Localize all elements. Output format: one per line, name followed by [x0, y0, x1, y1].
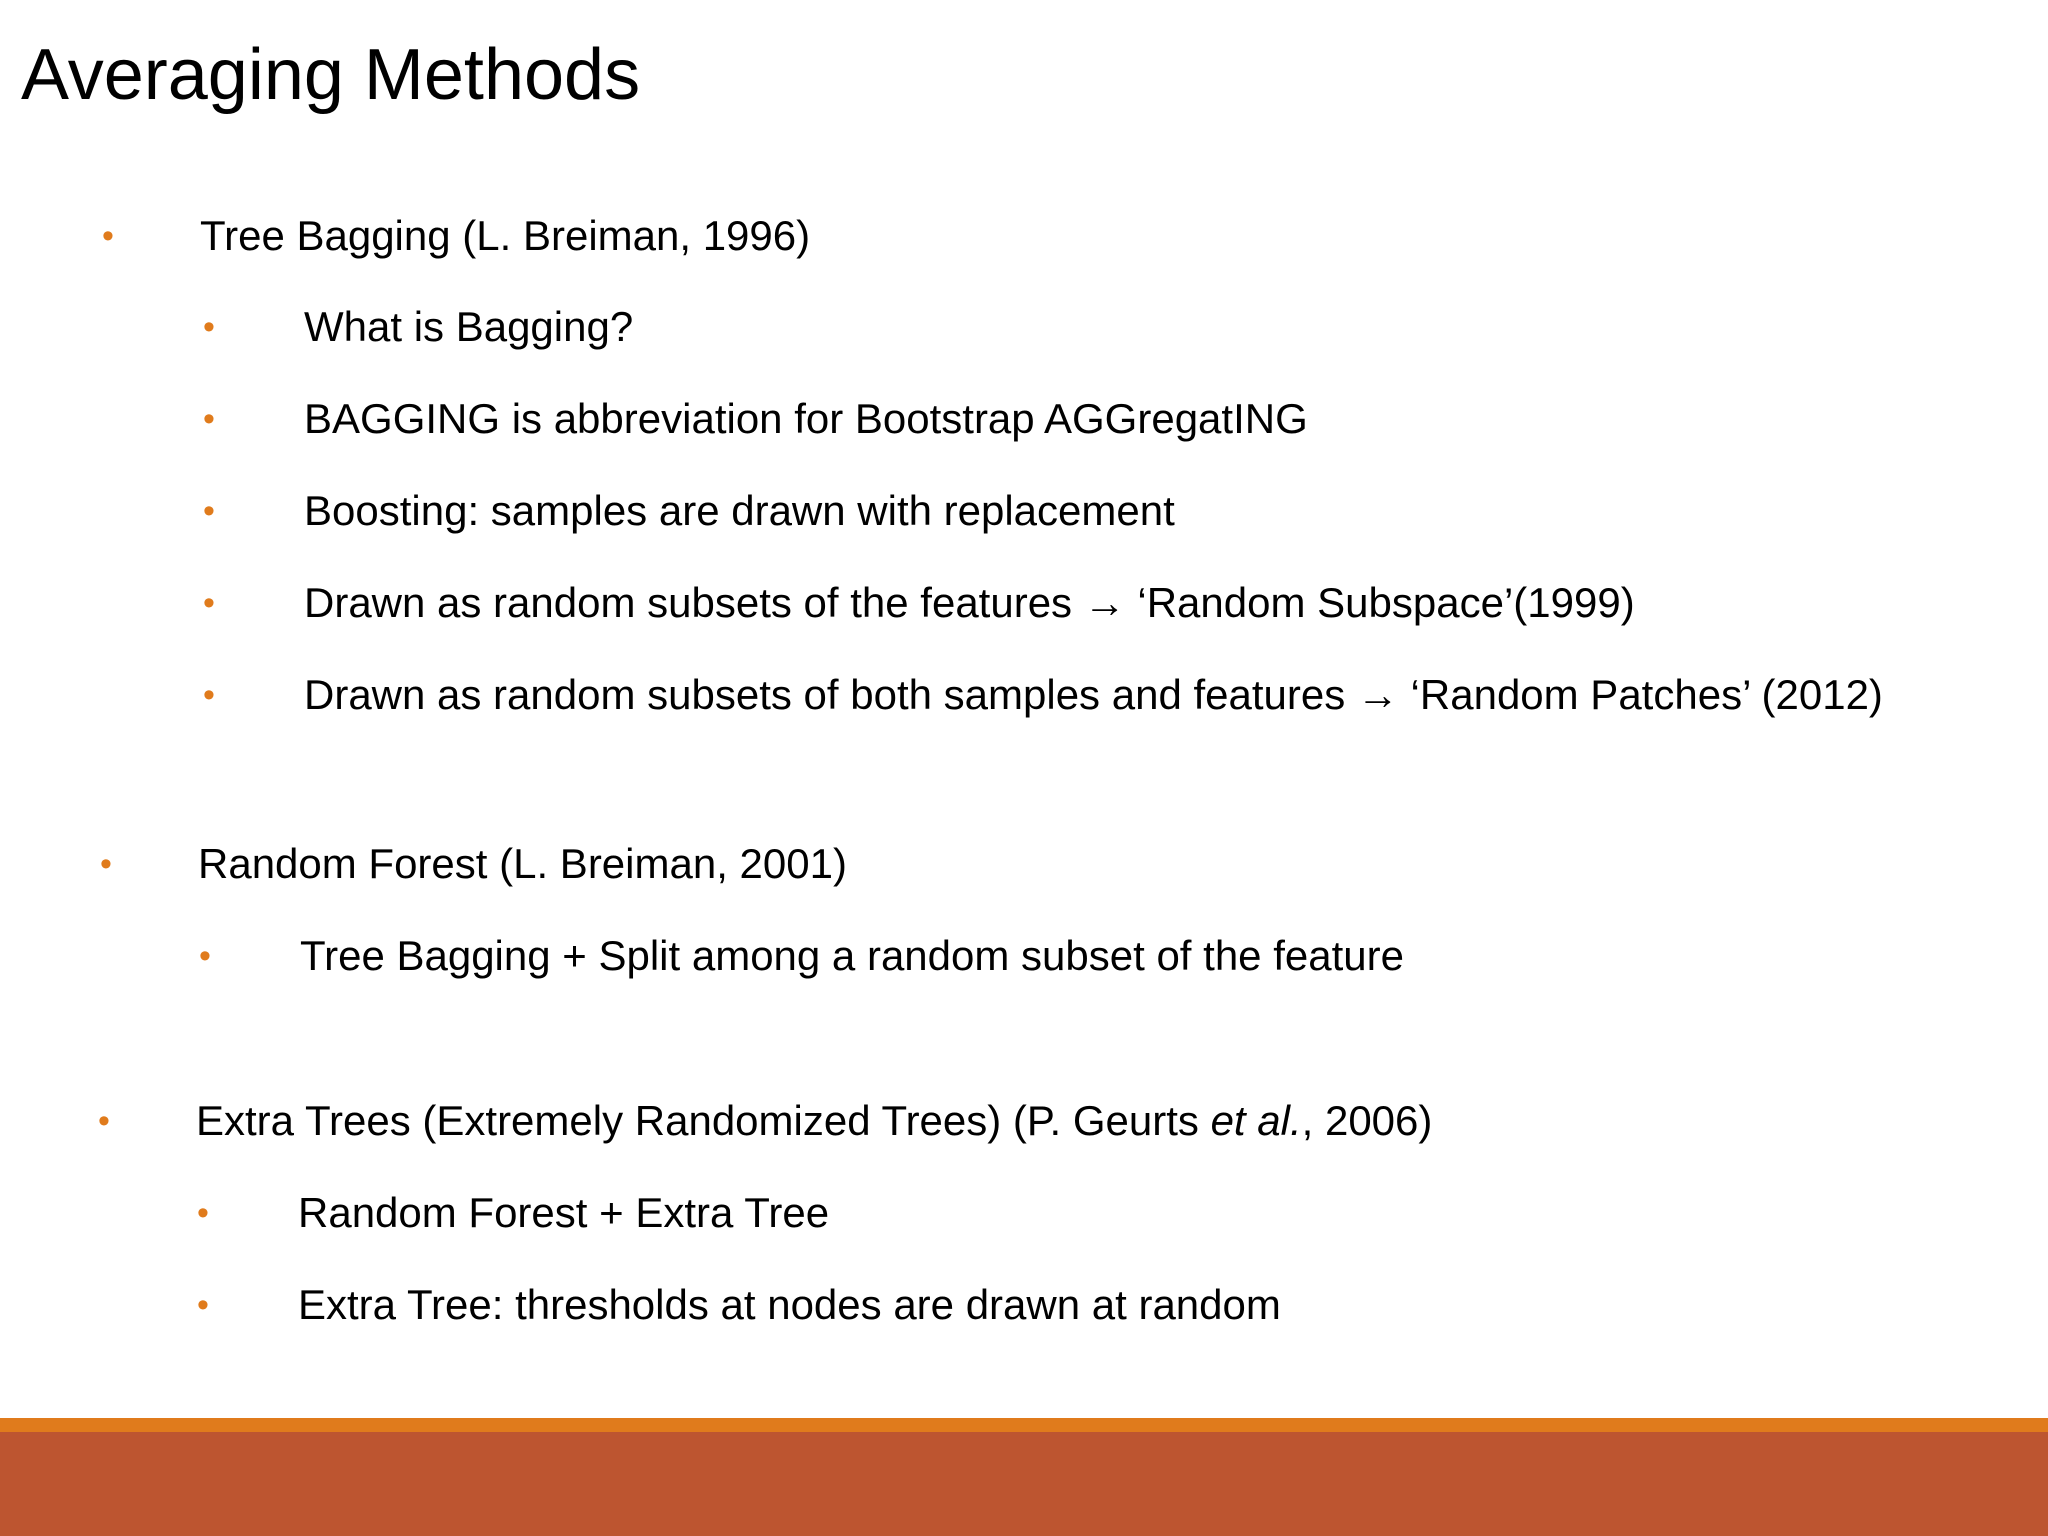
bullet-random-subspace [203, 575, 1635, 631]
bullet-dot: • [197, 1194, 209, 1232]
bullet-text [196, 1097, 1432, 1144]
bullet-text: Random Forest + Extra Tree [298, 1189, 830, 1236]
bullet-rf-plus-extra-tree [197, 1185, 830, 1241]
bullet-text: What is Bagging? [304, 303, 634, 350]
bullet-dot: • [203, 492, 215, 530]
bullet-random-patches [203, 667, 1883, 723]
bullet-extra-tree-thresholds [197, 1277, 1281, 1333]
bullet-dot: • [203, 400, 215, 438]
bullet-boosting [203, 483, 1175, 539]
bullet-dot: • [197, 1286, 209, 1324]
bullet-dot: • [102, 217, 114, 255]
slide-title: Averaging Methods [21, 35, 641, 115]
bullet-text: Random Forest (L. Breiman, 2001) [198, 840, 847, 887]
footer-accent-line [0, 1418, 2048, 1432]
bullet-dot: • [203, 676, 215, 714]
bullet-text: Tree Bagging (L. Breiman, 1996) [200, 212, 811, 259]
bullet-text-part: Extra Trees (Extremely Randomized Trees) (P. Geurts [196, 1097, 1211, 1144]
bullet-dot: • [98, 1102, 110, 1140]
bullet-random-forest-split [199, 928, 1404, 984]
bullet-text: Extra Tree: thresholds at nodes are drawn at random [298, 1281, 1281, 1328]
bullet-dot: • [203, 308, 215, 346]
bullet-text: Tree Bagging + Split among a random subset of the feature [300, 932, 1404, 979]
bullet-dot: • [203, 584, 215, 622]
bullet-text-part: , 2006) [1301, 1097, 1433, 1144]
bullet-dot: • [100, 845, 112, 883]
bullet-tree-bagging [102, 208, 811, 264]
bullet-text-italic: et al. [1210, 1097, 1302, 1144]
bullet-dot: • [199, 937, 211, 975]
bullet-bagging-abbreviation [203, 391, 1308, 447]
bullet-extra-trees [98, 1093, 1433, 1149]
bullet-text: Drawn as random subsets of the features → ‘Random Subspace’(1999) [304, 579, 1635, 626]
bullet-random-forest [100, 836, 847, 892]
bullet-text: Boosting: samples are drawn with replacement [304, 487, 1175, 534]
footer-bar [0, 1432, 2048, 1536]
bullet-text: Drawn as random subsets of both samples and features → ‘Random Patches’ (2012) [304, 671, 1883, 718]
bullet-text: BAGGING is abbreviation for Bootstrap AGGregatING [304, 395, 1308, 442]
bullet-what-is-bagging [203, 299, 634, 355]
